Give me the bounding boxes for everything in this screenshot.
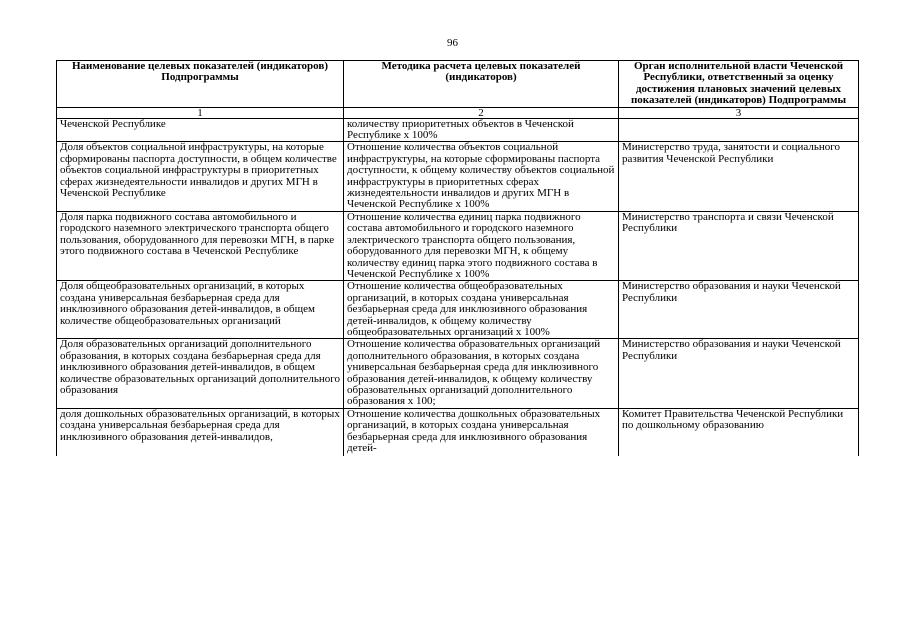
responsible-body-cell: Министерство образования и науки Чеченской Республики	[619, 281, 859, 339]
indicator-name-cell: Доля общеобразовательных организаций, в которых создана универсальная безбарьерная среда для инклюзивного образования детей-инвалидов, в общем количестве общеобразовательных организаций	[57, 281, 344, 339]
header-indicator-name: Наименование целевых показателей (индикаторов) Подпрограммы	[57, 61, 344, 108]
calculation-method-cell: Отношение количества общеобразовательных организаций, в которых создана универсальная безбарьерная среда для инклюзивного образования детей-инвалидов, к общему количеству общеобразовательных организаций x 100%	[344, 281, 619, 339]
column-numbers-row	[57, 107, 859, 118]
indicator-name-cell: Доля парка подвижного состава автомобильного и городского наземного электрического транспорта общего пользования, оборудованного для перевозки МГН, в парке этого подвижного состава в Чеченской Республике	[57, 211, 344, 280]
column-number: 2	[344, 107, 619, 118]
table-row	[57, 339, 859, 408]
indicator-name-cell: доля дошкольных образовательных организаций, в которых создана универсальная безбарьерная среда для инклюзивного образования детей-инвалидов,	[57, 408, 344, 456]
page-number: 96	[447, 37, 458, 49]
indicator-name-cell: Доля объектов социальной инфраструктуры, на которые сформированы паспорта доступности, в общем количестве объектов социальной инфраструктуры в приоритетных сферах жизнедеятельности инвалидов и других МГН в Чеченской Республике	[57, 142, 344, 211]
responsible-body-cell: Комитет Правительства Чеченской Республики по дошкольному образованию	[619, 408, 859, 456]
header-calculation-method: Методика расчета целевых показателей (индикаторов)	[344, 61, 619, 108]
calculation-method-cell: количеству приоритетных объектов в Чеченской Республике x 100%	[344, 118, 619, 142]
table-row	[57, 118, 859, 142]
column-number: 1	[57, 107, 344, 118]
responsible-body-cell	[619, 118, 859, 142]
table-row	[57, 211, 859, 280]
indicator-name-cell: Чеченской Республике	[57, 118, 344, 142]
indicators-table	[56, 60, 859, 456]
indicator-name-cell: Доля образовательных организаций дополнительного образования, в которых создана безбарьерная среда для инклюзивного образования детей-инвалидов, в общем количестве образовательных организаций дополнительного образования	[57, 339, 344, 408]
calculation-method-cell: Отношение количества единиц парка подвижного состава автомобильного и городского наземного электрического транспорта общего пользования, оборудованного для перевозки МГН, к общему количеству единиц парка этого подвижного состава в Чеченской Республике x 100%	[344, 211, 619, 280]
calculation-method-cell: Отношение количества образовательных организаций дополнительного образования, в которых создана универсальная безбарьерная среда для инклюзивного образования детей-инвалидов, к общему количеству образовательных организаций дополнительного образования x 100;	[344, 339, 619, 408]
table-row	[57, 408, 859, 456]
responsible-body-cell: Министерство транспорта и связи Чеченской Республики	[619, 211, 859, 280]
table-header-row	[57, 61, 859, 108]
responsible-body-cell: Министерство образования и науки Чеченской Республики	[619, 339, 859, 408]
calculation-method-cell: Отношение количества объектов социальной инфраструктуры, на которые сформированы паспорта доступности, к общему количеству объектов социальной инфраструктуры в приоритетных сферах жизнедеятельности инвалидов и других МГН в Чеченской Республике x 100%	[344, 142, 619, 211]
column-number: 3	[619, 107, 859, 118]
responsible-body-cell: Министерство труда, занятости и социального развития Чеченской Республики	[619, 142, 859, 211]
header-responsible-body: Орган исполнительной власти Чеченской Республики, ответственный за оценку достижения плановых значений целевых показателей (индикаторов) Подпрограммы	[619, 61, 859, 108]
calculation-method-cell: Отношение количества дошкольных образовательных организаций, в которых создана универсальная безбарьерная среда для инклюзивного образования детей-	[344, 408, 619, 456]
table-row	[57, 142, 859, 211]
table-row	[57, 281, 859, 339]
